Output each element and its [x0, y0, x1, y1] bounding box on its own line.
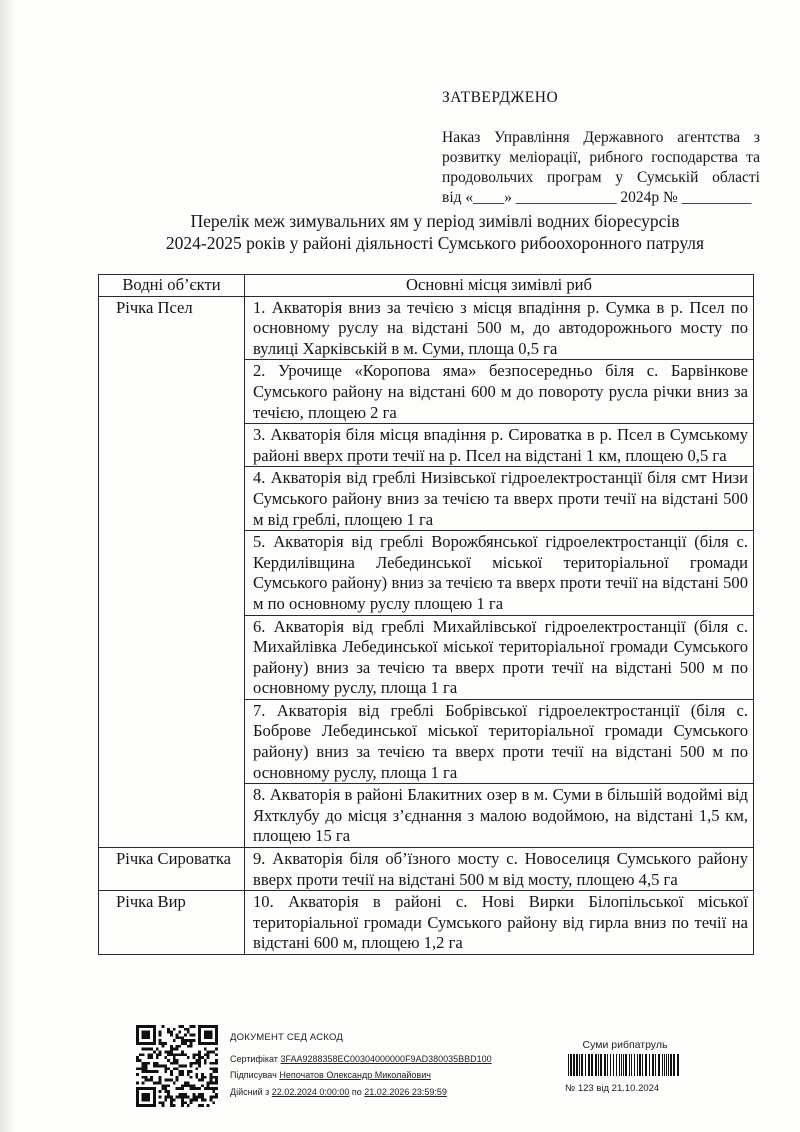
- signature-footer: [0, 1025, 800, 1132]
- document-title: [110, 210, 760, 254]
- wintering-place-cell: 7. Акваторія від греблі Бобрівської гідроелектростанції (біля с. Боброве Лебединської міської територіальної громади Сумського району) вниз за течією та вверх проти течії на відстані 500 м по основному руслу, площа 1 га: [245, 699, 754, 783]
- wintering-place-cell: 1. Акваторія вниз за течією з місця впадіння р. Сумка в р. Псел по основному руслу на відстані 500 м, до автодорожнього мосту по вулиці Харківській в м. Суми, площа 0,5 га: [245, 296, 754, 360]
- water-body-cell: Річка Псел: [99, 296, 245, 847]
- wintering-place-cell: 8. Акваторія в районі Блакитних озер в м. Суми в більшій водоймі від Яхтклубу до місця з’єднання з малою водоймою, на відстані 1,5 км, площею 15 га: [245, 784, 754, 848]
- signer-label: Підписувач: [230, 1070, 277, 1080]
- column-header-water-bodies: Водні об’єкти: [99, 275, 245, 297]
- valid-from-label: Дійсний з: [230, 1086, 270, 1097]
- approval-line: продовольчих програм у Сумській області: [442, 169, 760, 186]
- table-header-row: [99, 275, 754, 297]
- table-body: [99, 296, 754, 954]
- scan-shadow: [0, 0, 14, 1132]
- wintering-place-cell: 3. Акваторія біля місця впадіння р. Сироватка в р. Псел в Сумському районі вверх проти течії на р. Псел на відстані 1 км, площею 0,5 га: [245, 424, 754, 467]
- wintering-pits-table: [98, 274, 754, 955]
- valid-to-label: по: [351, 1086, 362, 1097]
- signer-row: [230, 1067, 492, 1084]
- wintering-place-cell: 10. Акваторія в районі с. Нові Вирки Білопільської міської територіальної громади Сумського району від гирла вниз по течії на відстані 600 м, площею 1,2 га: [245, 891, 754, 955]
- water-body-cell: Річка Сироватка: [99, 848, 245, 891]
- approval-date-line: від «____» _____________ 2024р № _________: [442, 189, 752, 206]
- approval-line: Наказ Управління Державного агентства з: [442, 129, 760, 146]
- valid-from-value: 22.02.2024 0:00:00: [271, 1086, 350, 1097]
- title-line: Перелік меж зимувальних ям у період зимівлі водних біоресурсів: [190, 211, 680, 231]
- e-signature-info: [230, 1030, 492, 1100]
- wintering-place-cell: 2. Урочище «Коропова яма» безпосередньо біля с. Барвінкове Сумського району на відстані 600 м до повороту русла річки вниз за течією, площею 2 га: [245, 360, 754, 424]
- table-row: [99, 296, 754, 360]
- approval-label: ЗАТВЕРДЖЕНО: [442, 89, 559, 106]
- column-header-wintering-places: Основні місця зимівлі риб: [245, 275, 754, 297]
- wintering-place-cell: 5. Акваторія від греблі Ворожбянської гідроелектростанції (біля с. Кердилівщина Лебединської міської територіальної громади Сумського району) вниз за течією та вверх проти течії на відстані 500 м по основному руслу площею 1 га: [245, 531, 754, 615]
- registration-number: № 123 від 21.10.2024: [565, 1083, 660, 1094]
- wintering-place-cell: 6. Акваторія від греблі Михайлівської гідроелектростанції (біля с. Михайлівка Лебединської міської територіальної громади Сумського району) вниз за течією та вверх проти течії на відстані 500 м по основному руслу, площа 1 га: [245, 615, 754, 699]
- approval-block: [442, 88, 772, 208]
- wintering-place-cell: 9. Акваторія біля об’їзного мосту с. Новоселиця Сумського району вверх проти течії на відстані 500 м від мосту, площею 4,5 га: [245, 848, 754, 891]
- doc-system-title: ДОКУМЕНТ СЕД АСКОД: [230, 1032, 343, 1043]
- barcode-icon: [568, 1054, 680, 1076]
- certificate-row: [230, 1051, 492, 1068]
- water-body-cell: Річка Вир: [99, 891, 245, 955]
- validity-row: [230, 1084, 492, 1101]
- stamp-organization: Суми рибпатруль: [582, 1039, 668, 1051]
- qr-code-icon: [136, 1025, 218, 1107]
- valid-to-value: 21.02.2026 23:59:59: [364, 1086, 447, 1097]
- wintering-place-cell: 4. Акваторія від греблі Низівської гідроелектростанції біля смт Низи Сумського району вниз за течією та вверх проти течії на відстані 500 м від греблі, площею 1 га: [245, 467, 754, 531]
- title-line: 2024-2025 років у районі діяльності Сумського рибоохоронного патруля: [165, 233, 705, 253]
- certificate-value: 3FAA9288358EC00304000000F9AD380035BBD100: [280, 1053, 492, 1064]
- registration-stamp: [565, 1039, 685, 1094]
- certificate-label: Сертифікат: [230, 1053, 278, 1064]
- table-row: [99, 848, 754, 891]
- table-row: [99, 891, 754, 955]
- signer-value: Непочатов Олександр Миколайович: [279, 1070, 431, 1080]
- approval-line: розвитку меліорації, рибного господарства та: [442, 149, 760, 166]
